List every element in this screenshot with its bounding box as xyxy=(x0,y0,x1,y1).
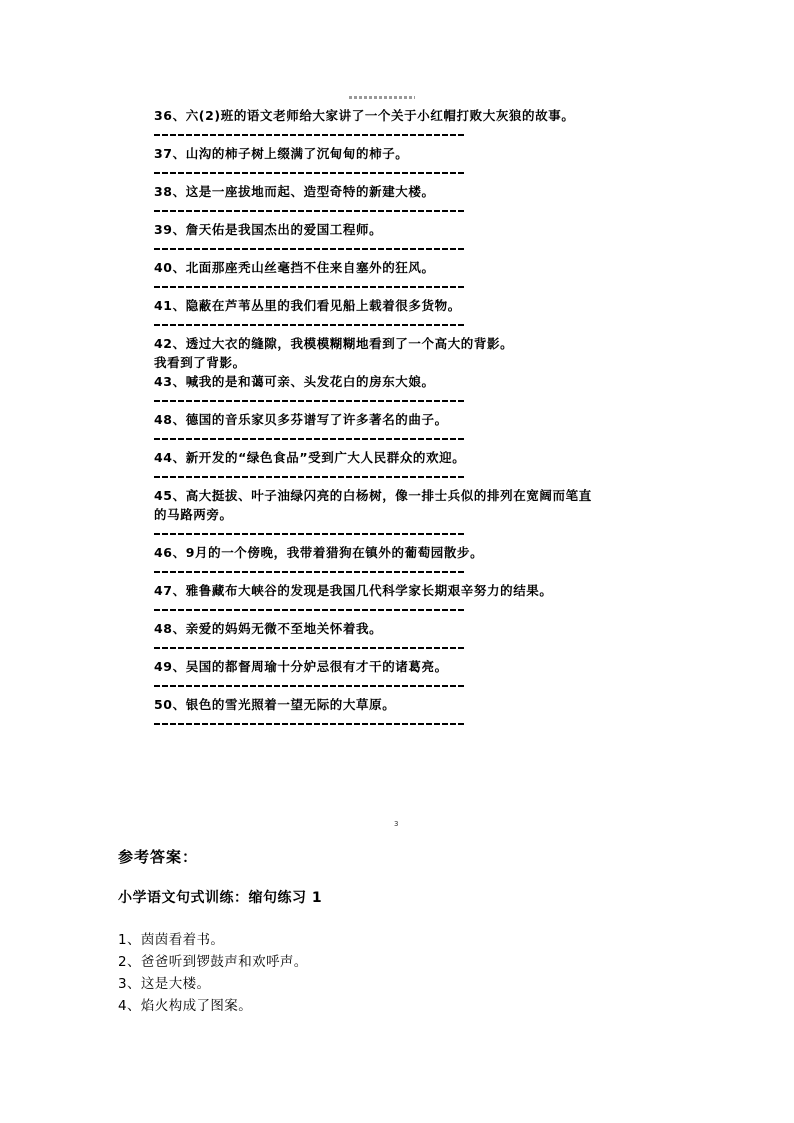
question-40 xyxy=(154,258,654,277)
question-37 xyxy=(154,144,654,163)
reference-answer: 1、茵茵看着书。 xyxy=(118,932,225,948)
question-text: 山沟的柿子树上缀满了沉甸甸的柿子。 xyxy=(185,146,409,161)
header-watermark xyxy=(349,96,415,99)
answer-line[interactable] xyxy=(154,524,464,543)
reference-subtitle: 小学语文句式训练：缩句练习 1 xyxy=(118,890,323,906)
question-continuation: 的马路两旁。 xyxy=(154,507,233,522)
question-text: 六(2)班的语文老师给大家讲了一个关于小红帽打败大灰狼的故事。 xyxy=(185,108,575,123)
question-number: 48、 xyxy=(154,412,186,427)
question-36 xyxy=(154,106,654,125)
question-number: 50、 xyxy=(154,697,186,712)
question-text: 银色的雪光照着一望无际的大草原。 xyxy=(185,697,396,712)
question-41 xyxy=(154,296,654,315)
page-number: 3 xyxy=(394,820,399,828)
question-text: 德国的音乐家贝多芬谱写了许多著名的曲子。 xyxy=(185,412,448,427)
answer-line[interactable] xyxy=(154,125,464,144)
question-50 xyxy=(154,695,654,714)
question-text: 隐蔽在芦苇丛里的我们看见船上载着很多货物。 xyxy=(185,298,461,313)
question-text: 新开发的“绿色食品”受到广大人民群众的欢迎。 xyxy=(185,450,466,465)
reference-answer: 4、焰火构成了图案。 xyxy=(118,998,253,1014)
question-text: 透过大衣的缝隙，我模模糊糊地看到了一个高大的背影。 xyxy=(185,336,514,351)
answer-line[interactable] xyxy=(154,467,464,486)
question-39 xyxy=(154,220,654,239)
question-number: 49、 xyxy=(154,659,186,674)
answer-line[interactable] xyxy=(154,163,464,182)
question-number: 38、 xyxy=(154,184,186,199)
question-number: 47、 xyxy=(154,583,186,598)
question-number: 42、 xyxy=(154,336,186,351)
question-47 xyxy=(154,581,654,600)
question-number: 36、 xyxy=(154,108,186,123)
question-48a xyxy=(154,410,654,429)
question-43 xyxy=(154,372,654,391)
question-number: 45、 xyxy=(154,488,186,503)
question-text: 北面那座秃山丝毫挡不住来自塞外的狂风。 xyxy=(185,260,435,275)
question-number: 41、 xyxy=(154,298,186,313)
question-number: 37、 xyxy=(154,146,186,161)
reference-answer: 2、爸爸听到锣鼓声和欢呼声。 xyxy=(118,954,308,970)
question-48b xyxy=(154,619,654,638)
question-38 xyxy=(154,182,654,201)
answer-line[interactable] xyxy=(154,600,464,619)
question-number: 44、 xyxy=(154,450,186,465)
question-number: 39、 xyxy=(154,222,186,237)
question-text: 吴国的都督周瑜十分妒忌很有才干的诸葛亮。 xyxy=(185,659,448,674)
answer-line[interactable] xyxy=(154,201,464,220)
answer-line[interactable] xyxy=(154,277,464,296)
answer-line[interactable] xyxy=(154,315,464,334)
answer-line[interactable] xyxy=(154,676,464,695)
answer-line[interactable] xyxy=(154,239,464,258)
question-44 xyxy=(154,448,654,467)
answer-line[interactable] xyxy=(154,429,464,448)
question-number: 46、 xyxy=(154,545,186,560)
question-number: 40、 xyxy=(154,260,186,275)
answer-line[interactable] xyxy=(154,638,464,657)
question-text: 喊我的是和蔼可亲、头发花白的房东大娘。 xyxy=(185,374,435,389)
question-text: 亲爱的妈妈无微不至地关怀着我。 xyxy=(185,621,383,636)
answer-line[interactable] xyxy=(154,391,464,410)
question-text: 雅鲁藏布大峡谷的发现是我国几代科学家长期艰辛努力的结果。 xyxy=(185,583,553,598)
question-list xyxy=(154,106,654,733)
question-text: 高大挺拔、叶子油绿闪亮的白杨树，像一排士兵似的排列在宽阔而笔直 xyxy=(185,488,592,503)
question-46 xyxy=(154,543,654,562)
question-text: 詹天佑是我国杰出的爱国工程师。 xyxy=(185,222,383,237)
answer-line[interactable] xyxy=(154,562,464,581)
question-45 xyxy=(154,486,654,505)
question-42 xyxy=(154,334,654,353)
question-49 xyxy=(154,657,654,676)
answer-line[interactable] xyxy=(154,714,464,733)
filled-answer: 我看到了背影。 xyxy=(154,355,246,370)
question-number: 43、 xyxy=(154,374,186,389)
reference-answer: 3、这是大楼。 xyxy=(118,976,211,992)
question-number: 48、 xyxy=(154,621,186,636)
reference-answer-list xyxy=(118,929,308,1017)
question-text: 这是一座拔地而起、造型奇特的新建大楼。 xyxy=(185,184,435,199)
question-text: 9月的一个傍晚，我带着猎狗在镇外的葡萄园散步。 xyxy=(185,545,484,560)
reference-title: 参考答案： xyxy=(118,848,199,866)
